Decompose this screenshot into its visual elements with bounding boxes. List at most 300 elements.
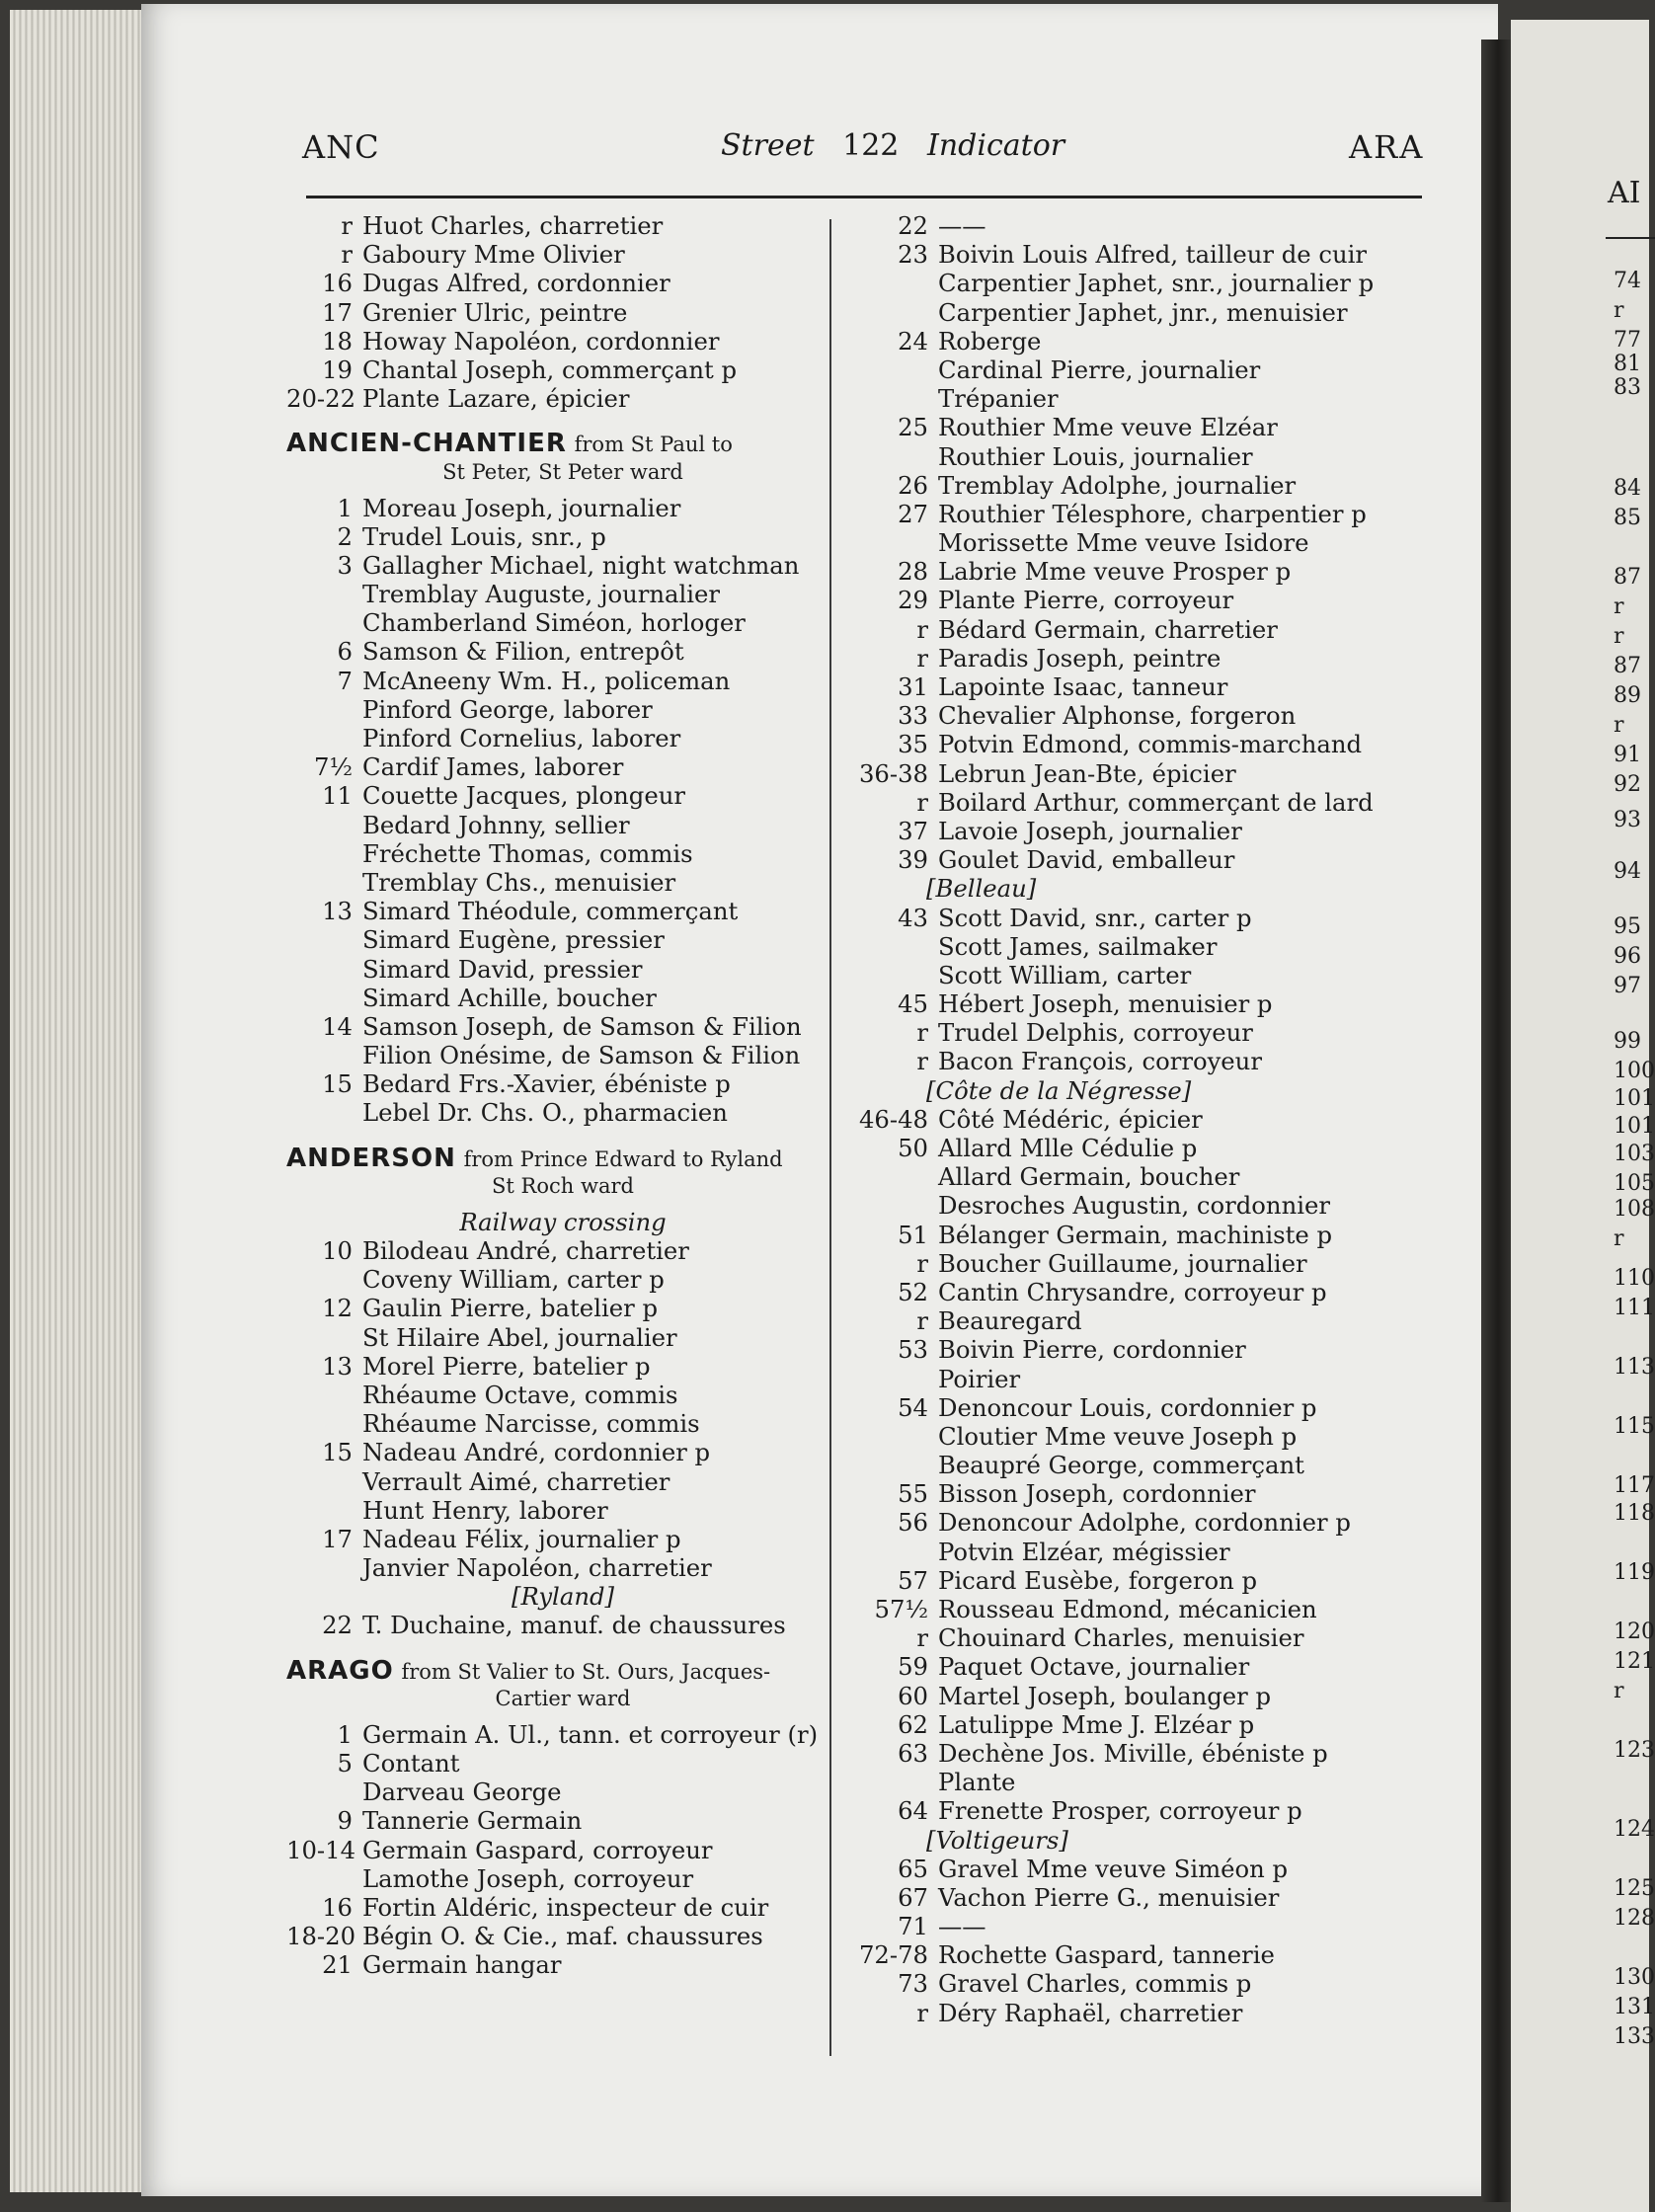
facing-page-number: 113	[1614, 1355, 1655, 1380]
resident-text: Bisson Joseph, cordonnier	[938, 1479, 1256, 1509]
resident-text: McAneeny Wm. H., policeman	[362, 666, 731, 695]
street-heading-line	[286, 1144, 839, 1174]
street-name: ARAGO	[286, 1655, 394, 1686]
cross-street-marker: [Ryland]	[511, 1582, 614, 1612]
resident-text: Boivin Louis Alfred, tailleur de cuir	[938, 240, 1368, 270]
resident-text: Paquet Octave, journalier	[938, 1652, 1250, 1682]
facing-page-number: 117	[1614, 1473, 1655, 1498]
house-number: 20-22	[286, 384, 356, 414]
directory-entry	[286, 1323, 839, 1352]
directory-entry	[851, 1393, 1444, 1422]
resident-text: Allard Germain, boucher	[938, 1162, 1240, 1192]
house-number: 37	[898, 816, 928, 845]
directory-entry	[851, 961, 1444, 989]
house-number: 21	[322, 1950, 353, 1980]
resident-text: Trudel Louis, snr., p	[362, 521, 606, 551]
house-number: 26	[898, 470, 928, 500]
resident-text: Beauregard	[938, 1306, 1082, 1336]
directory-entry	[286, 1098, 839, 1127]
facing-page-number: 105	[1614, 1171, 1655, 1196]
directory-entry	[851, 471, 1444, 500]
directory-entry	[286, 781, 839, 810]
house-number: 10-14	[286, 1835, 356, 1864]
directory-entry	[286, 1611, 839, 1639]
house-number: 15	[322, 1438, 353, 1467]
facing-page-number: 101	[1614, 1114, 1655, 1139]
street-heading	[286, 1656, 839, 1710]
resident-text: Fortin Aldéric, inspecteur de cuir	[362, 1892, 769, 1922]
street-route: from St Valier to St. Ours, Jacques-	[401, 1659, 771, 1684]
resident-text: Hunt Henry, laborer	[362, 1495, 608, 1525]
directory-entry	[286, 752, 839, 781]
house-number: r	[916, 1623, 928, 1653]
directory-entry	[286, 211, 839, 240]
directory-entry	[851, 730, 1444, 758]
house-number: r	[916, 614, 928, 644]
directory-entry	[851, 500, 1444, 528]
house-number: 1	[337, 1719, 353, 1749]
house-number: 19	[322, 355, 353, 384]
resident-text: Samson Joseph, de Samson & Filion	[362, 1011, 802, 1041]
directory-entry	[286, 839, 839, 868]
directory-entry	[851, 1940, 1444, 1969]
resident-text: Morel Pierre, batelier p	[362, 1351, 651, 1381]
resident-text: Boivin Pierre, cordonnier	[938, 1335, 1246, 1365]
house-number: 53	[898, 1335, 928, 1365]
house-number: r	[916, 1018, 928, 1048]
facing-page-number: 89	[1614, 683, 1641, 708]
directory-entry	[286, 240, 839, 269]
resident-text: Routhier Louis, journalier	[938, 441, 1253, 471]
directory-entry	[851, 1306, 1444, 1335]
directory-entry	[851, 298, 1444, 327]
directory-entry	[851, 1623, 1444, 1652]
facing-page-number: 92	[1614, 772, 1641, 797]
resident-text: Verrault Aimé, charretier	[362, 1466, 670, 1496]
house-number: 63	[898, 1738, 928, 1768]
facing-page-number: 128	[1614, 1906, 1655, 1931]
resident-text: Lavoie Joseph, journalier	[938, 816, 1242, 845]
resident-text: Scott William, carter	[938, 960, 1192, 989]
resident-text: Beaupré George, commerçant	[938, 1451, 1304, 1480]
right-column	[851, 211, 1444, 2027]
resident-text: Simard Achille, boucher	[362, 983, 657, 1012]
directory-entry	[851, 672, 1444, 701]
directory-entry	[286, 1352, 839, 1381]
house-number: r	[341, 211, 353, 240]
facing-page-number: 87	[1614, 654, 1641, 678]
directory-entry	[286, 1041, 839, 1069]
house-number: r	[916, 1306, 928, 1336]
directory-entry	[286, 1069, 839, 1098]
directory-entry	[851, 211, 1444, 240]
directory-entry	[851, 1221, 1444, 1249]
house-number: 67	[898, 1882, 928, 1912]
directory-entry	[851, 1652, 1444, 1681]
facing-page-number: 81	[1614, 352, 1641, 376]
facing-page-number: 115	[1614, 1414, 1655, 1439]
house-number: 24	[898, 326, 928, 356]
facing-page-number: 131	[1614, 1995, 1655, 2019]
directory-entry	[851, 240, 1444, 269]
resident-text: Lamothe Joseph, corroyeur	[362, 1863, 694, 1893]
resident-text: Labrie Mme veuve Prosper p	[938, 557, 1292, 587]
directory-entry	[851, 1768, 1444, 1796]
resident-text: Frenette Prosper, corroyeur p	[938, 1796, 1302, 1826]
resident-text: T. Duchaine, manuf. de chaussures	[362, 1611, 786, 1640]
facing-page-header: AI	[1608, 176, 1641, 210]
directory-entry	[851, 1538, 1444, 1566]
house-number: 10	[322, 1236, 353, 1266]
facing-page-edge	[1511, 20, 1655, 2212]
house-number: 1	[337, 493, 353, 522]
directory-entry	[851, 1278, 1444, 1306]
directory-entry	[286, 494, 839, 522]
directory-entry	[851, 356, 1444, 384]
header-rule	[306, 196, 1422, 198]
house-number: 5	[337, 1749, 353, 1778]
resident-text: Lapointe Isaac, tanneur	[938, 672, 1228, 701]
house-number: 28	[898, 557, 928, 587]
directory-entry	[851, 644, 1444, 672]
house-number: 35	[898, 730, 928, 759]
directory-entry	[851, 1105, 1444, 1134]
resident-text: Cardinal Pierre, journalier	[938, 355, 1261, 384]
house-number: 25	[898, 413, 928, 442]
street-ward: St Peter, St Peter ward	[442, 459, 683, 484]
resident-text: Couette Jacques, plongeur	[362, 781, 685, 811]
resident-text: Routhier Mme veuve Elzéar	[938, 413, 1278, 442]
directory-entry	[286, 1496, 839, 1525]
running-header-right: ARA	[1349, 128, 1425, 166]
directory-entry	[851, 1191, 1444, 1220]
resident-text: Allard Mlle Cédulie p	[938, 1134, 1198, 1162]
running-header-left: ANC	[302, 128, 380, 166]
facing-page-number: 96	[1614, 944, 1641, 969]
resident-text: Fréchette Thomas, commis	[362, 838, 693, 868]
directory-entry	[286, 1893, 839, 1922]
facing-page-number: 83	[1614, 375, 1641, 400]
resident-text: Rousseau Edmond, mécanicien	[938, 1595, 1317, 1623]
directory-entry	[286, 580, 839, 608]
house-number: 18	[322, 326, 353, 356]
directory-entry	[286, 1409, 839, 1438]
directory-entry	[851, 1595, 1444, 1623]
resident-text: Chevalier Alphonse, forgeron	[938, 701, 1297, 731]
facing-page-number: r	[1614, 1679, 1624, 1703]
resident-text: Pinford George, laborer	[362, 694, 653, 724]
resident-text: Nadeau Félix, journalier p	[362, 1524, 681, 1553]
book-page-edges	[10, 10, 148, 2192]
directory-entry	[851, 1365, 1444, 1393]
directory-entry	[286, 897, 839, 925]
resident-text: Carpentier Japhet, snr., journalier p	[938, 269, 1375, 298]
house-number: 52	[898, 1277, 928, 1306]
resident-text: Huot Charles, charretier	[362, 211, 664, 240]
house-number: 51	[898, 1220, 928, 1249]
directory-entry	[286, 608, 839, 637]
directory-entry	[851, 1682, 1444, 1710]
house-number: 56	[898, 1508, 928, 1538]
directory-entry	[286, 1265, 839, 1294]
directory-entry	[851, 1335, 1444, 1364]
house-number: 57½	[874, 1595, 928, 1623]
directory-entry	[851, 1018, 1444, 1047]
resident-text: Gaulin Pierre, batelier p	[362, 1294, 659, 1323]
facing-page-number: 77	[1614, 328, 1641, 353]
facing-page-number: r	[1614, 1226, 1624, 1251]
street-heading	[286, 429, 839, 483]
house-number: 23	[898, 240, 928, 270]
facing-page-number: 121	[1614, 1649, 1655, 1674]
directory-entry	[286, 1467, 839, 1496]
resident-text: Scott David, snr., carter p	[938, 903, 1252, 932]
directory-entry	[851, 1422, 1444, 1451]
resident-text: Filion Onésime, de Samson & Filion	[362, 1041, 801, 1070]
house-number: 33	[898, 701, 928, 731]
house-number: r	[916, 1248, 928, 1278]
resident-text: Déry Raphaël, charretier	[938, 1998, 1243, 2027]
resident-text: Gravel Charles, commis p	[938, 1969, 1252, 1999]
facing-page-number: r	[1614, 624, 1624, 649]
resident-text: Denoncour Adolphe, cordonnier p	[938, 1508, 1351, 1538]
resident-text: Latulippe Mme J. Elzéar p	[938, 1709, 1255, 1739]
resident-text: Bédard Germain, charretier	[938, 614, 1278, 644]
house-number: r	[916, 1047, 928, 1076]
resident-text: Tremblay Adolphe, journalier	[938, 470, 1297, 500]
resident-text: Bedard Frs.-Xavier, ébéniste p	[362, 1069, 731, 1099]
directory-entry	[851, 1912, 1444, 1940]
house-number: 72-78	[858, 1940, 928, 1970]
resident-text: Poirier	[938, 1364, 1021, 1393]
cross-street-marker: [Voltigeurs]	[926, 1825, 1068, 1855]
directory-entry	[851, 413, 1444, 441]
resident-text: Routhier Télesphore, charpentier p	[938, 499, 1367, 528]
house-number: 73	[898, 1969, 928, 1999]
facing-page-number: 103	[1614, 1142, 1655, 1166]
resident-text: Scott James, sailmaker	[938, 931, 1218, 961]
facing-page-rule	[1606, 237, 1655, 239]
directory-entry	[286, 551, 839, 580]
directory-entry	[286, 811, 839, 839]
house-number: 36-38	[858, 758, 928, 788]
directory-entry	[851, 817, 1444, 845]
facing-page-number: r	[1614, 298, 1624, 323]
house-number: 7½	[313, 752, 353, 782]
resident-text: Denoncour Louis, cordonnier p	[938, 1392, 1317, 1422]
house-number: 71	[898, 1912, 928, 1941]
house-number: 62	[898, 1709, 928, 1739]
resident-text: Simard David, pressier	[362, 954, 643, 984]
directory-entry	[851, 1479, 1444, 1508]
directory-entry	[286, 1720, 839, 1749]
directory-entry	[286, 327, 839, 356]
directory-entry	[851, 327, 1444, 356]
house-number: 13	[322, 897, 353, 926]
facing-page-number: 97	[1614, 974, 1641, 998]
facing-page-number: 119	[1614, 1560, 1655, 1585]
facing-page-number: 85	[1614, 506, 1641, 530]
resident-text: Dechène Jos. Miville, ébéniste p	[938, 1738, 1328, 1768]
resident-text: Moreau Joseph, journalier	[362, 493, 681, 522]
resident-text: Germain Gaspard, corroyeur	[362, 1835, 713, 1864]
street-heading-line	[286, 429, 839, 459]
directory-entry	[286, 1294, 839, 1322]
directory-entry	[851, 557, 1444, 586]
house-number: 55	[898, 1479, 928, 1509]
house-number: 14	[322, 1011, 353, 1041]
directory-entry	[286, 298, 839, 327]
cross-street-marker: [Côte de la Négresse]	[926, 1075, 1192, 1105]
resident-text: Simard Théodule, commerçant	[362, 897, 739, 926]
facing-page-number: 118	[1614, 1501, 1655, 1526]
facing-page-number: 84	[1614, 476, 1641, 501]
cross-street-marker: Railway crossing	[459, 1207, 667, 1236]
directory-entry	[851, 1566, 1444, 1595]
resident-text: Tremblay Auguste, journalier	[362, 580, 721, 609]
house-number: 22	[898, 211, 928, 240]
directory-entry	[851, 759, 1444, 788]
directory-entry	[286, 269, 839, 297]
resident-text: ——	[938, 211, 986, 240]
street-name: ANCIEN-CHANTIER	[286, 429, 567, 459]
directory-entry	[286, 1749, 839, 1778]
resident-text: Germain hangar	[362, 1950, 562, 1980]
resident-text: Bedard Johnny, sellier	[362, 810, 630, 839]
street-heading	[286, 1144, 839, 1198]
house-number: r	[341, 240, 353, 270]
directory-entry	[286, 637, 839, 666]
header-indicator-word: Indicator	[927, 128, 1065, 163]
directory-entry	[851, 1249, 1444, 1278]
resident-text: Trépanier	[938, 384, 1059, 414]
resident-text: Bélanger Germain, machiniste p	[938, 1220, 1333, 1249]
directory-entry	[851, 1508, 1444, 1537]
house-number: 13	[322, 1351, 353, 1381]
directory-entry	[851, 1047, 1444, 1075]
resident-text: Bégin O. & Cie., maf. chaussures	[362, 1922, 763, 1951]
house-number: 3	[337, 550, 353, 580]
book-gutter	[1481, 40, 1515, 2202]
resident-text: Plante Pierre, corroyeur	[938, 586, 1234, 615]
house-number: 9	[337, 1806, 353, 1836]
resident-text: Côté Médéric, épicier	[938, 1104, 1203, 1134]
resident-text: Gaboury Mme Olivier	[362, 240, 625, 270]
house-number: 12	[322, 1294, 353, 1323]
directory-entry	[286, 384, 839, 413]
street-name: ANDERSON	[286, 1143, 456, 1173]
house-number: 16	[322, 1892, 353, 1922]
street-route: from Prince Edward to Ryland	[463, 1146, 783, 1171]
house-number: 39	[898, 845, 928, 875]
directory-entry	[851, 586, 1444, 614]
resident-text: Chamberland Siméon, horloger	[362, 608, 746, 638]
resident-text: Desroches Augustin, cordonnier	[938, 1191, 1330, 1221]
house-number: 11	[322, 781, 353, 811]
facing-page-number: 101	[1614, 1086, 1655, 1111]
directory-entry	[851, 904, 1444, 932]
directory-entry	[286, 1922, 839, 1950]
house-number: 60	[898, 1681, 928, 1710]
house-number: 6	[337, 637, 353, 667]
street-route: from St Paul to	[574, 433, 733, 457]
resident-text: Nadeau André, cordonnier p	[362, 1438, 711, 1467]
resident-text: Janvier Napoléon, charretier	[362, 1553, 712, 1583]
house-number: 45	[898, 989, 928, 1019]
house-number: r	[916, 787, 928, 817]
directory-entry	[851, 442, 1444, 471]
house-number: 46-48	[858, 1104, 928, 1134]
facing-page-number: 125	[1614, 1876, 1655, 1901]
resident-text: Lebrun Jean-Bte, épicier	[938, 758, 1236, 788]
directory-entry	[851, 1134, 1444, 1162]
house-number: 57	[898, 1565, 928, 1595]
directory-entry	[286, 1438, 839, 1466]
resident-text: Cardif James, laborer	[362, 752, 624, 782]
resident-text: Potvin Edmond, commis-marchand	[938, 730, 1363, 759]
facing-page-number: r	[1614, 713, 1624, 738]
facing-page-number: 74	[1614, 269, 1641, 293]
house-number: 64	[898, 1796, 928, 1826]
directory-entry	[286, 1381, 839, 1409]
facing-page-number: 99	[1614, 1029, 1641, 1054]
resident-text: Vachon Pierre G., menuisier	[938, 1882, 1280, 1912]
directory-entry	[286, 1553, 839, 1582]
resident-text: Gravel Mme veuve Siméon p	[938, 1854, 1289, 1883]
left-column	[286, 211, 839, 1980]
directory-entry	[851, 1739, 1444, 1768]
house-number: 54	[898, 1392, 928, 1422]
facing-page-number: r	[1614, 594, 1624, 619]
directory-entry	[851, 269, 1444, 297]
directory-entry	[286, 925, 839, 954]
directory-entry	[851, 384, 1444, 413]
directory-entry	[286, 724, 839, 752]
house-number: 22	[322, 1611, 353, 1640]
resident-text: Howay Napoléon, cordonnier	[362, 326, 720, 356]
facing-page-number: 87	[1614, 565, 1641, 590]
facing-page-number: 110	[1614, 1266, 1655, 1291]
directory-entry	[286, 356, 839, 384]
resident-text: Picard Eusèbe, forgeron p	[938, 1565, 1258, 1595]
directory-entry	[286, 1836, 839, 1864]
resident-text: Germain A. Ul., tann. et corroyeur (r)	[362, 1719, 819, 1749]
facing-page-number: 130	[1614, 1965, 1655, 1990]
directory-entry	[286, 984, 839, 1012]
directory-entry	[851, 845, 1444, 874]
resident-text: Lebel Dr. Chs. O., pharmacien	[362, 1098, 728, 1128]
directory-entry	[286, 1806, 839, 1835]
resident-text: Trudel Delphis, corroyeur	[938, 1018, 1253, 1048]
resident-text: Plante Lazare, épicier	[362, 384, 630, 414]
facing-page-number: 95	[1614, 914, 1641, 939]
resident-text: Simard Eugène, pressier	[362, 925, 665, 955]
resident-text: Bacon François, corroyeur	[938, 1047, 1262, 1076]
directory-entry	[286, 695, 839, 724]
directory-entry	[286, 1778, 839, 1806]
facing-page-number: 133	[1614, 2024, 1655, 2049]
resident-text: Chantal Joseph, commerçant p	[362, 355, 738, 384]
house-number: 27	[898, 499, 928, 528]
resident-text: Cantin Chrysandre, corroyeur p	[938, 1277, 1327, 1306]
resident-text: Coveny William, carter p	[362, 1265, 665, 1295]
facing-page-number: 93	[1614, 808, 1641, 832]
directory-entry	[286, 522, 839, 551]
house-number: 17	[322, 1524, 353, 1553]
facing-page-number: 94	[1614, 859, 1641, 884]
resident-text: Plante	[938, 1768, 1016, 1797]
resident-text: Goulet David, emballeur	[938, 845, 1235, 875]
